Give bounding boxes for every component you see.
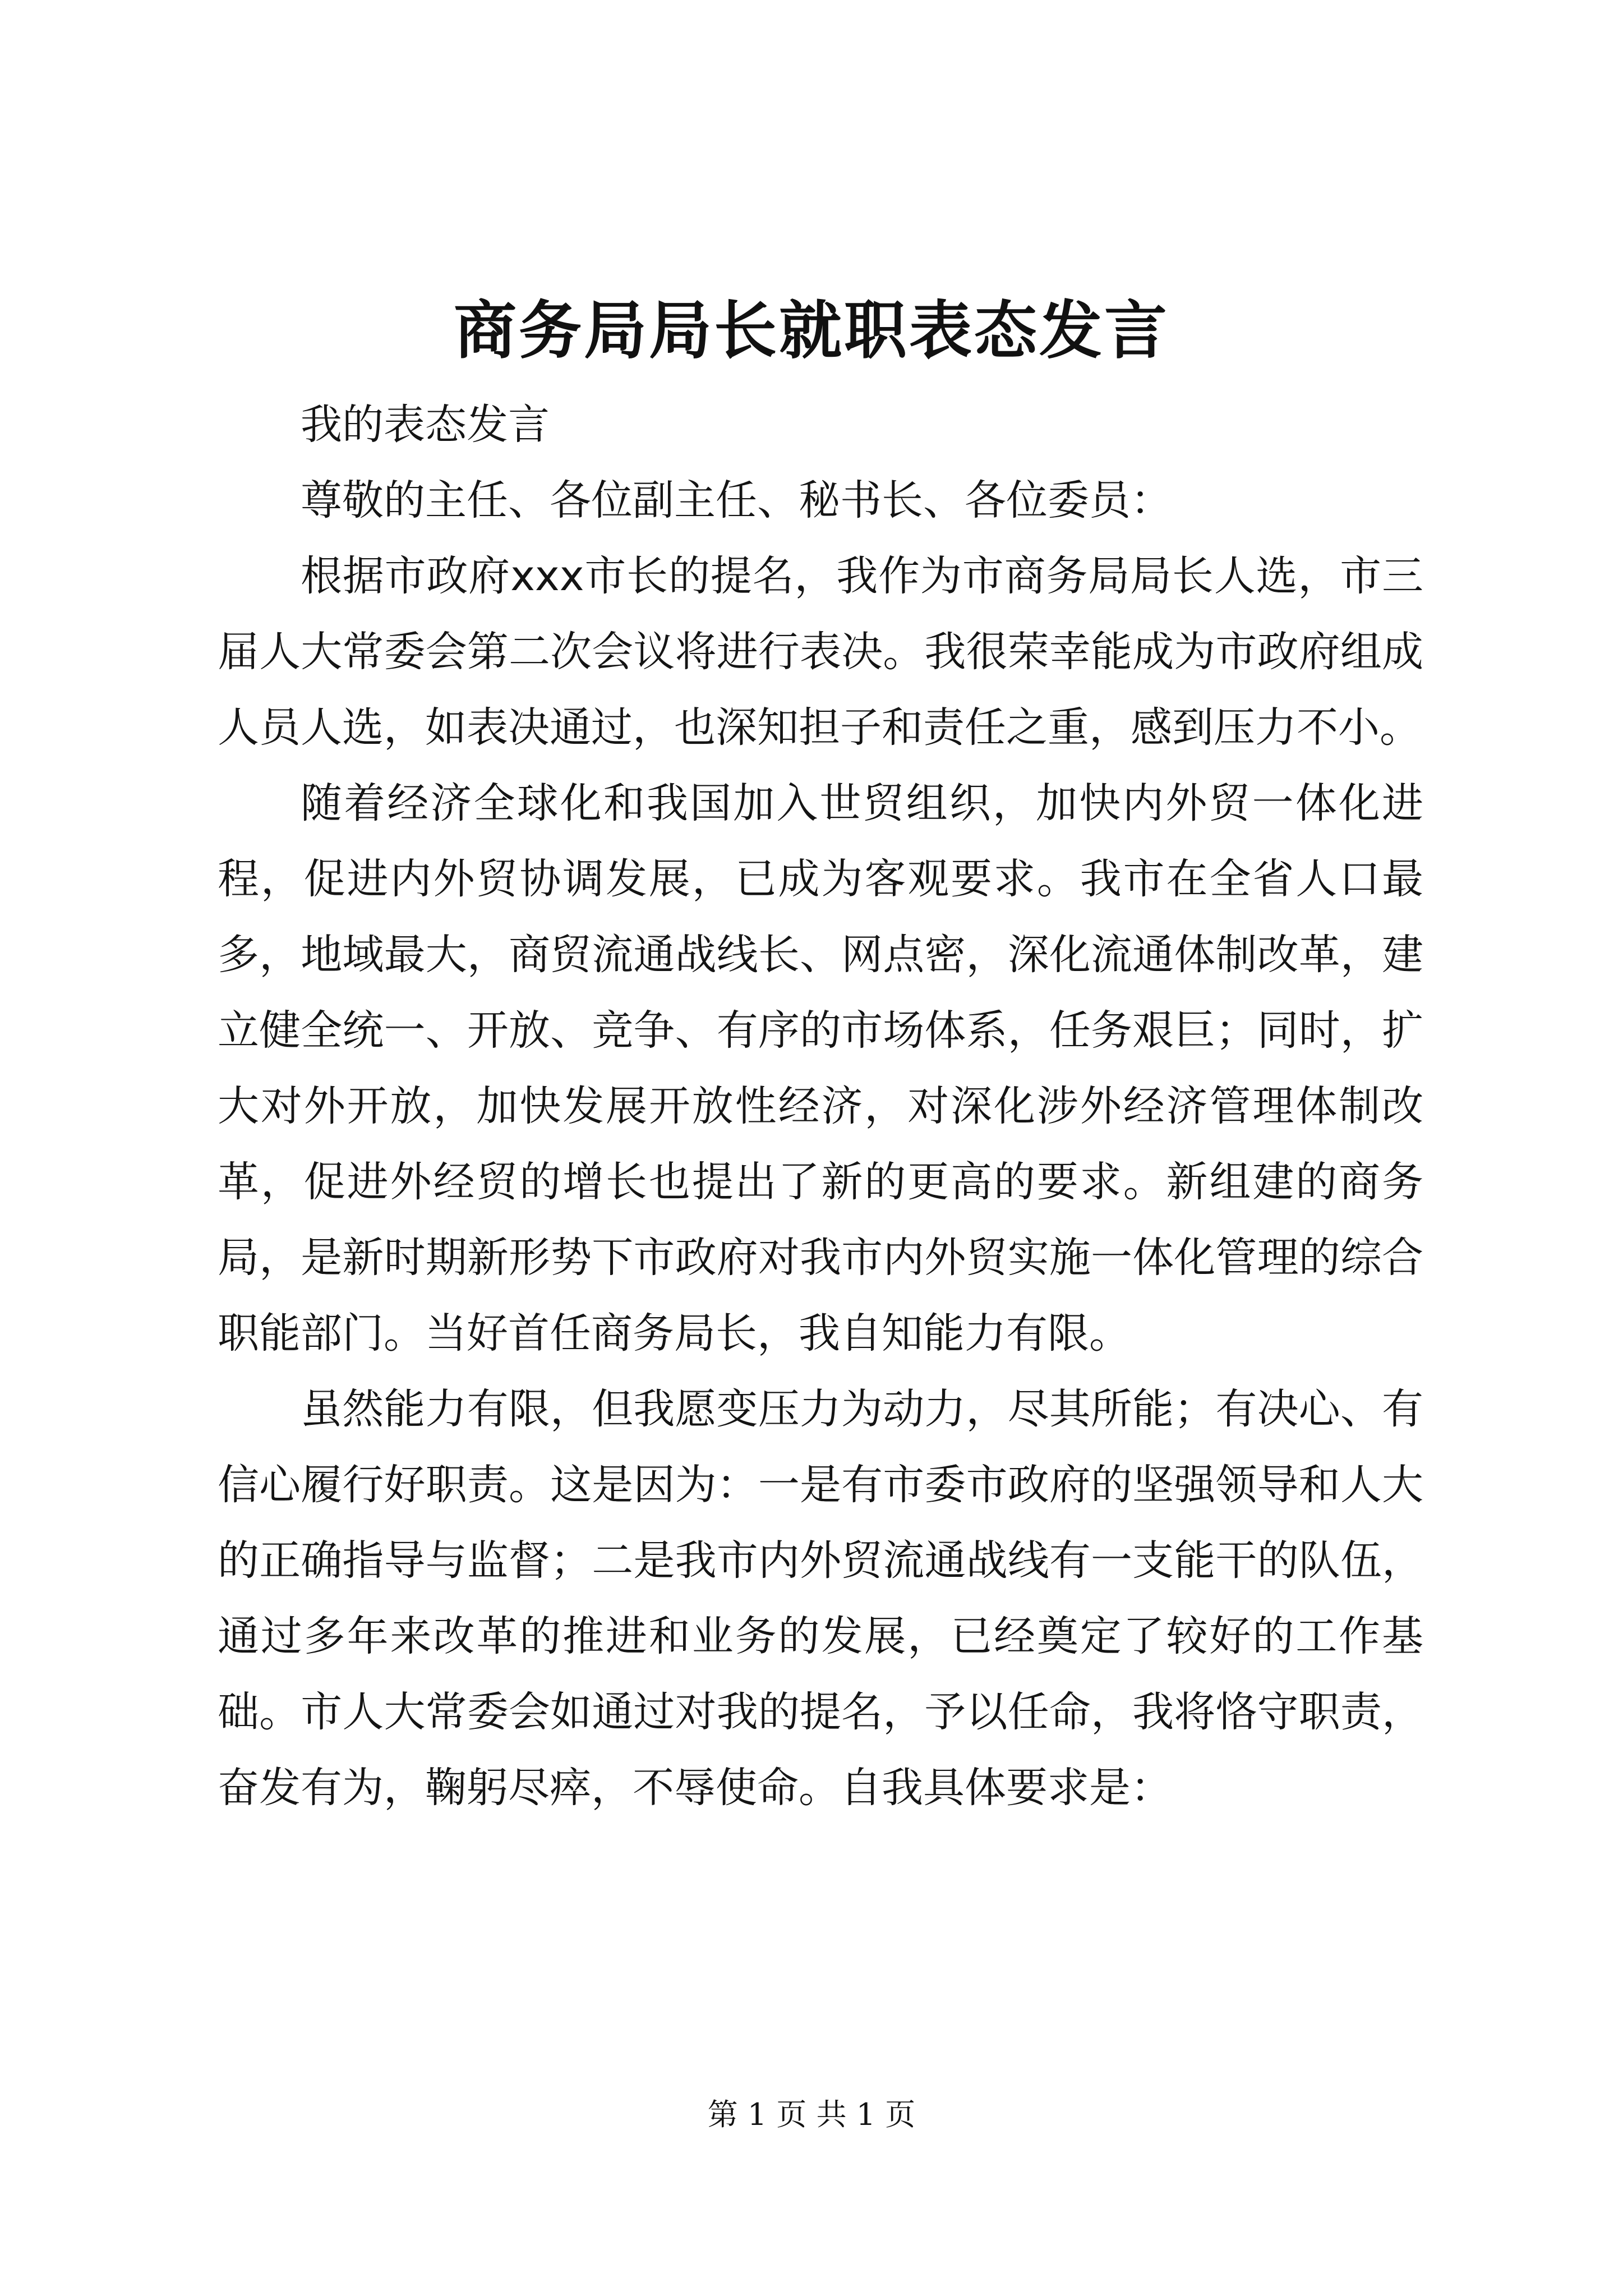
document-body xyxy=(218,387,1423,1826)
document-title: 商务局局长就职表态发言 xyxy=(454,294,1169,367)
paragraph: 随着经济全球化和我国加入世贸组织，加快内外贸一体化进程，促进内外贸协调发展，已成为客观要求。我市在全省人口最多，地域最大，商贸流通战线长、网点密，深化流通体制改革，建立健全统一、开放、竞争、有序的市场体系，任务艰巨；同时，扩大对外开放，加快发展开放性经济，对深化涉外经济管理体制改革，促进外经贸的增长也提出了新的更高的要求。新组建的商务局，是新时期新形势下市政府对我市内外贸实施一体化管理的综合职能部门。当好首任商务局长，我自知能力有限。 xyxy=(218,779,1423,1358)
paragraph: 虽然能力有限，但我愿变压力为动力，尽其所能；有决心、有信心履行好职责。这是因为：一是有市委市政府的坚强领导和人大的正确指导与监督；二是我市内外贸流通战线有一支能干的队伍，通过多年来改革的推进和业务的发展，已经奠定了较好的工作基础。市人大常委会如通过对我的提名，予以任命，我将恪守职责，奋发有为，鞠躬尽瘁，不辱使命。自我具体要求是： xyxy=(218,1385,1423,1812)
paragraph-heading: 我的表态发言 xyxy=(301,401,550,449)
page-number-footer: 第 1 页 共 1 页 xyxy=(707,2097,916,2132)
paragraph-salutation: 尊敬的主任、各位副主任、秘书长、各位委员： xyxy=(301,476,1172,524)
paragraph: 根据市政府xxx市长的提名，我作为市商务局局长人选，市三届人大常委会第二次会议将进行表决。我很荣幸能成为市政府组成人员人选，如表决通过，也深知担子和责任之重，感到压力不小。 xyxy=(218,552,1423,752)
